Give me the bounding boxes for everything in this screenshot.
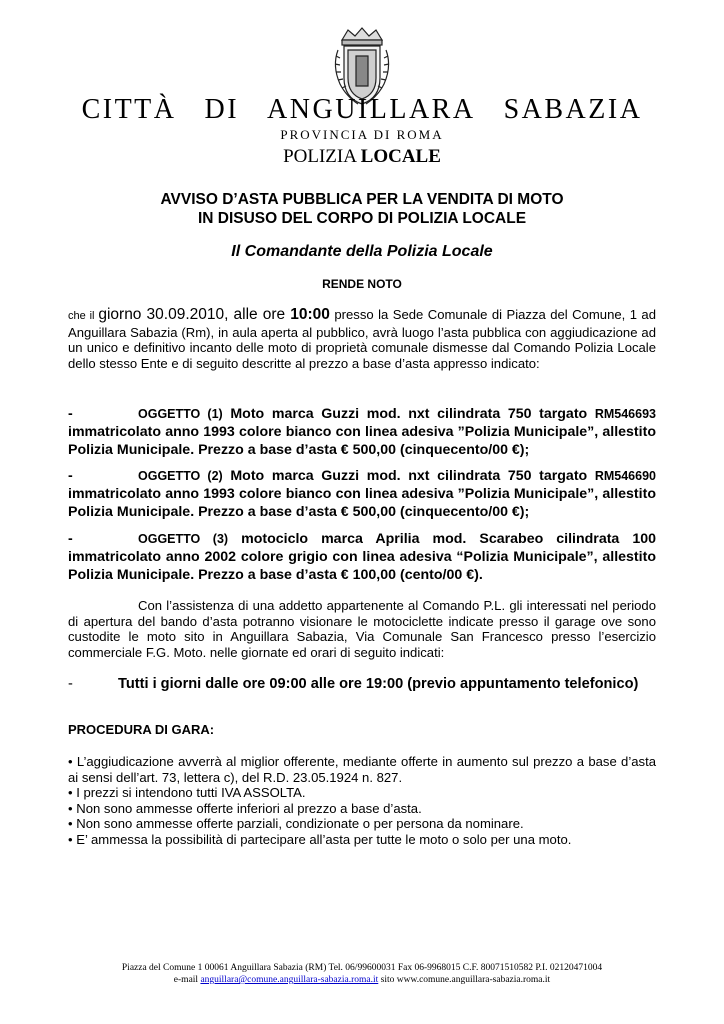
item-label: OGGETTO (1) <box>138 407 223 421</box>
notice-title-line: AVVISO D’ASTA PUBBLICA PER LA VENDITA DI MOTO <box>160 191 564 208</box>
item-text: motociclo marca Aprilia mod. Scarabeo cilindrata 100 immatricolato anno 2002 colore grigio con linea adesiva “Polizia Municipale”, allestito Polizia Municipale. Prezzo a base d’asta € 100,00 (cento/00 €). <box>68 531 656 583</box>
intro-date: giorno 30.09.2010 <box>98 306 225 323</box>
schedule-dash: - <box>68 676 73 692</box>
list-item: • E’ ammessa la possibilità di partecipare all’asta per tutte le moto o solo per una moto. <box>68 831 572 847</box>
city-word: ANGUILLARA <box>267 94 476 125</box>
item-plate: RM546693 <box>594 407 656 421</box>
commander-heading: Il Comandante della Polizia Locale <box>231 243 493 260</box>
rende-noto: RENDE NOTO <box>322 277 402 291</box>
intro-che-il: che il <box>68 310 99 322</box>
province-name: PROVINCIA DI ROMA <box>280 127 444 142</box>
footer-site: sito www.comune.anguillara-sabazia.roma.it <box>378 975 551 985</box>
schedule-line <box>68 676 656 692</box>
footer-email-label: e-mail <box>173 975 201 985</box>
procedure-heading: PROCEDURA DI GARA: <box>68 722 215 737</box>
notice-title-line: IN DISUSO DEL CORPO DI POLIZIA LOCALE <box>197 210 527 227</box>
item-dash: - <box>68 468 73 484</box>
item-text: immatricolato anno 1993 colore bianco con linea adesiva ”Polizia Municipale”, allestito Polizia Municipale. Prezzo a base d’asta € 500,00 (cinquecento/00 €); <box>68 424 656 458</box>
city-word: DI <box>204 94 240 125</box>
list-item-text: I prezzi si intendono tutti IVA ASSOLTA. <box>76 785 306 801</box>
item-dash: - <box>68 531 73 547</box>
item-dash: - <box>68 406 73 422</box>
footer-contact <box>0 974 724 986</box>
item-text: Moto marca Guzzi mod. nxt cilindrata 750 targato <box>222 406 595 422</box>
intro-alle-ore: , alle ore <box>224 306 291 323</box>
city-name <box>0 94 724 126</box>
list-item: • I prezzi si intendono tutti IVA ASSOLTA. <box>68 785 306 801</box>
intro-rest: presso la Sede Comunale di Piazza del Comune, 1 ad Anguillara Sabazia (Rm), in aula aperta al pubblico, avrà luogo l’asta pubblica con aggiudicazione ad un unico e definitivo incanto delle moto di proprietà comunale dismesse dal Comando Polizia Locale dello stesso Ente e di seguito descritte al prezzo a base d’asta appresso indicato: <box>68 307 656 371</box>
city-word: CITTÀ <box>81 94 177 125</box>
list-item: • L’aggiudicazione avverrà al miglior offerente, mediante offerte in aumento sul prezzo a base d’asta ai sensi dell’art. 73, lettera c), del R.D. 23.05.1924 n. 827. <box>68 754 656 785</box>
footer <box>0 962 724 986</box>
footer-address: Piazza del Comune 1 00061 Anguillara Sabazia (RM) Tel. 06/99600031 Fax 06-9968015 C.F. 80071510582 P.I. 02120471004 <box>121 963 603 973</box>
list-item: • Non sono ammesse offerte parziali, condizionate o per persona da nominare. <box>68 816 524 832</box>
intro-time: 10:00 <box>290 306 330 323</box>
list-item-text: Non sono ammesse offerte inferiori al prezzo a base d’asta. <box>76 800 422 816</box>
list-item-text: Non sono ammesse offerte parziali, condizionate o per persona da nominare. <box>76 816 524 832</box>
list-item-text: E’ ammessa la possibilità di partecipare all’asta per tutte le moto o solo per una moto. <box>76 831 572 847</box>
item-text: Moto marca Guzzi mod. nxt cilindrata 750 targato <box>222 468 595 484</box>
auction-item <box>68 405 656 459</box>
item-plate: RM546690 <box>594 469 656 483</box>
list-item: • Non sono ammesse offerte inferiori al prezzo a base d’asta. <box>68 800 422 816</box>
city-word: SABAZIA <box>503 94 643 125</box>
assistance-paragraph: Con l’assistenza di una addetto appartenente al Comando P.L. gli interessati nel periodo di apertura del bando d’asta potranno visionare le motociclette indicate presso il garage ove sono custodite le moto sito in Anguillara Sabazia, Via Comunale San Francesco presso l’esercizio commerciale F.G. Moto. nelle giornate ed orari di seguito indicati: <box>68 598 656 660</box>
auction-item <box>68 530 656 584</box>
procedure-list <box>68 754 656 848</box>
notice-title <box>0 190 724 228</box>
footer-email-link[interactable]: anguillara@comune.anguillara-sabazia.roma.it <box>200 975 379 985</box>
police-suffix: LOCALE <box>360 146 441 167</box>
item-text: immatricolato anno 1993 colore bianco con linea adesiva ”Polizia Municipale”, allestito Polizia Municipale. Prezzo a base d’asta € 500,00 (cinquecento/00 €); <box>68 486 656 520</box>
item-label: OGGETTO (2) <box>138 469 223 483</box>
list-item-text: L’aggiudicazione avverrà al miglior offerente, mediante offerte in aumento sul prezzo a base d’asta ai sensi dell’art. 73, lettera c), del R.D. 23.05.1924 n. 827. <box>68 754 656 785</box>
schedule-text: Tutti i giorni dalle ore 09:00 alle ore 19:00 (previo appuntamento telefonico) <box>118 676 639 692</box>
police-prefix: POLIZIA <box>283 146 356 167</box>
item-label: OGGETTO (3) <box>138 532 229 546</box>
auction-item <box>68 467 656 521</box>
police-heading <box>0 146 724 168</box>
intro-paragraph <box>68 307 656 371</box>
